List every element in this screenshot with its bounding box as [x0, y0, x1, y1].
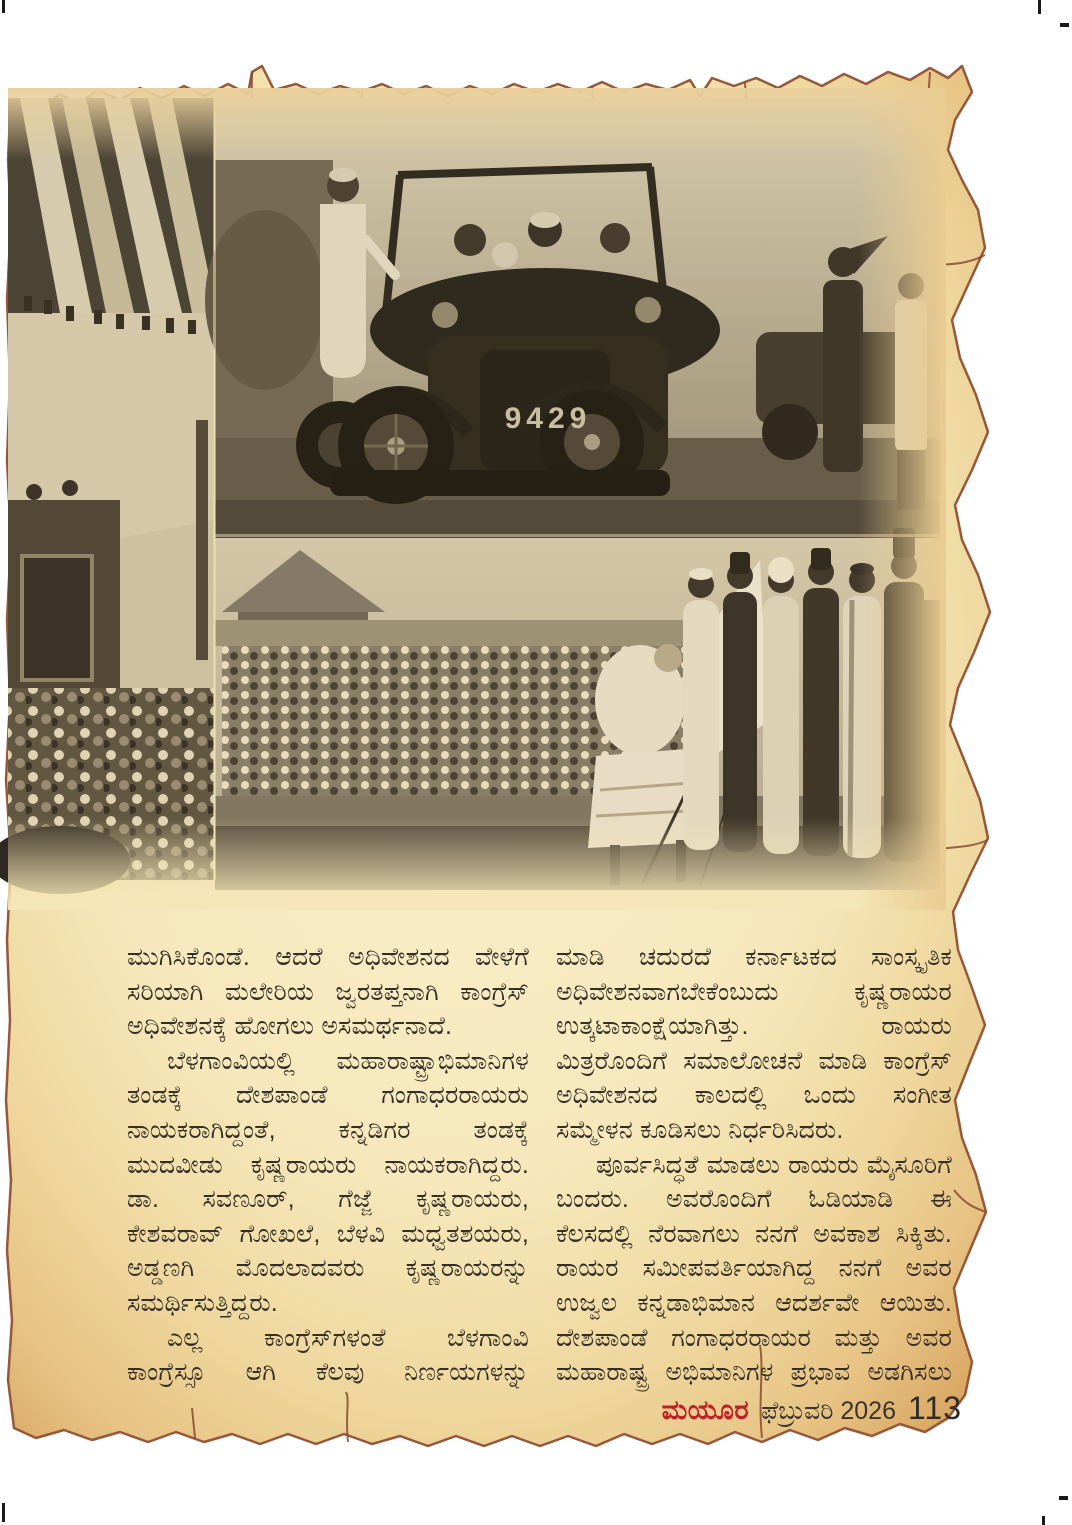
text-line: ಎಲ್ಲ ಕಾಂಗ್ರೆಸ್‌ಗಳಂತೆ ಬೆಳಗಾಂವಿ — [167, 1323, 529, 1352]
text-line: ಸಮ್ಮೇಳನ ಕೂಡಿಸಲು ನಿರ್ಧರಿಸಿದರು. — [556, 1115, 844, 1144]
text-line: ಮುಗಿಸಿಕೊಂಡೆ. ಆದರೆ ಅಧಿವೇಶನದ ವೇಳೆಗೆ — [127, 943, 529, 971]
article-column-left — [127, 940, 529, 1390]
text-line: ಅಧಿವೇಶನಕ್ಕೆ ಹೋಗಲು ಅಸಮರ್ಥನಾದೆ. — [127, 1012, 453, 1041]
text-line: ಕೇಶವರಾವ್ ಗೋಖಲೆ, ಬೆಳವಿ ಮಧ್ವತಶಯರು, — [127, 1219, 529, 1248]
text-line: ಅಧಿವೇಶನದ ಕಾಲದಲ್ಲಿ ಒಂದು ಸಂಗೀತ — [556, 1081, 952, 1110]
car-number-plate: 9429 — [504, 402, 592, 435]
text-line: ಮಹಾರಾಷ್ಟ್ರ ಅಭಿಮಾನಿಗಳ ಪ್ರಭಾವ ಅಡಗಿಸಲು — [556, 1358, 952, 1387]
text-line: ಮಾಡಿ ಚದುರದೆ ಕರ್ನಾಟಕದ ಸಾಂಸ್ಕೃತಿಕ — [556, 943, 952, 971]
text-line: ರಾಯರ ಸಮೀಪವರ್ತಿಯಾಗಿದ್ದ ನನಗೆ ಅವರ — [556, 1254, 952, 1283]
text-line: ಕೆಲಸದಲ್ಲಿ ನೆರವಾಗಲು ನನಗೆ ಅವಕಾಶ ಸಿಕ್ಕಿತು. — [556, 1219, 952, 1248]
text-line: ಅಧಿವೇಶನವಾಗಬೇಕೆಂಬುದು ಕೃಷ್ಣರಾಯರ — [556, 977, 952, 1006]
text-line: ಉಜ್ವಲ ಕನ್ನಡಾಭಿಮಾನ ಆದರ್ಶವೇ ಆಯಿತು. — [556, 1288, 952, 1317]
text-line: ದೇಶಪಾಂಡೆ ಗಂಗಾಧರರಾಯರ ಮತ್ತು ಅವರ — [556, 1323, 952, 1352]
text-line: ತಂಡಕ್ಕೆ ದೇಶಪಾಂಡೆ ಗಂಗಾಧರರಾಯರು — [127, 1081, 529, 1110]
text-line: ಪೂರ್ವಸಿದ್ಧತೆ ಮಾಡಲು ರಾಯರು ಮೈಸೂರಿಗೆ — [596, 1150, 952, 1179]
text-line: ನಾಯಕರಾಗಿದ್ದಂತೆ, ಕನ್ನಡಿಗರ ತಂಡಕ್ಕೆ — [127, 1115, 529, 1144]
text-line: ಬೆಳಗಾಂವಿಯಲ್ಲಿ ಮಹಾರಾಷ್ಟ್ರಾಭಿಮಾನಿಗಳ — [167, 1046, 529, 1075]
text-line: ಕಾಂಗ್ರೆಸ್ಸೂ ಆಗಿ ಕೆಲವು ನಿರ್ಣಯಗಳನ್ನು — [127, 1358, 529, 1387]
page-number: 113 — [907, 1390, 962, 1426]
text-line: ಮುದವೀಡು ಕೃಷ್ಣರಾಯರು ನಾಯಕರಾಗಿದ್ದರು. — [127, 1150, 529, 1179]
text-line: ಬಂದರು. ಅವರೊಂದಿಗೆ ಓಡಿಯಾಡಿ ಈ — [556, 1185, 952, 1214]
text-line: ಉತ್ಕಟಾಕಾಂಕ್ಷೆಯಾಗಿತ್ತು. ರಾಯರು — [556, 1012, 952, 1041]
text-line: ಸಮರ್ಥಿಸುತ್ತಿದ್ದರು. — [127, 1288, 278, 1317]
issue-date: ಫೆಬ್ರುವರಿ 2026 — [761, 1397, 896, 1425]
page-footer — [662, 1390, 962, 1427]
magazine-name: ಮಯೂರ — [661, 1395, 750, 1425]
text-line: ಡಾ. ಸವಣೂರ್, ಗೆಜ್ಜೆ ಕೃಷ್ಣರಾಯರು, — [127, 1185, 529, 1214]
article-column-right — [556, 940, 952, 1390]
text-line: ಅಡ್ಡಣಗಿ ಮೊದಲಾದವರು ಕೃಷ್ಣರಾಯರನ್ನು — [127, 1254, 529, 1283]
text-line: ಸರಿಯಾಗಿ ಮಲೇರಿಯ ಜ್ವರತಪ್ತನಾಗಿ ಕಾಂಗ್ರೆಸ್ — [127, 977, 529, 1006]
text-line: ಮಿತ್ರರೊಂದಿಗೆ ಸಮಾಲೋಚನೆ ಮಾಡಿ ಕಾಂಗ್ರೆಸ್ — [556, 1046, 952, 1075]
